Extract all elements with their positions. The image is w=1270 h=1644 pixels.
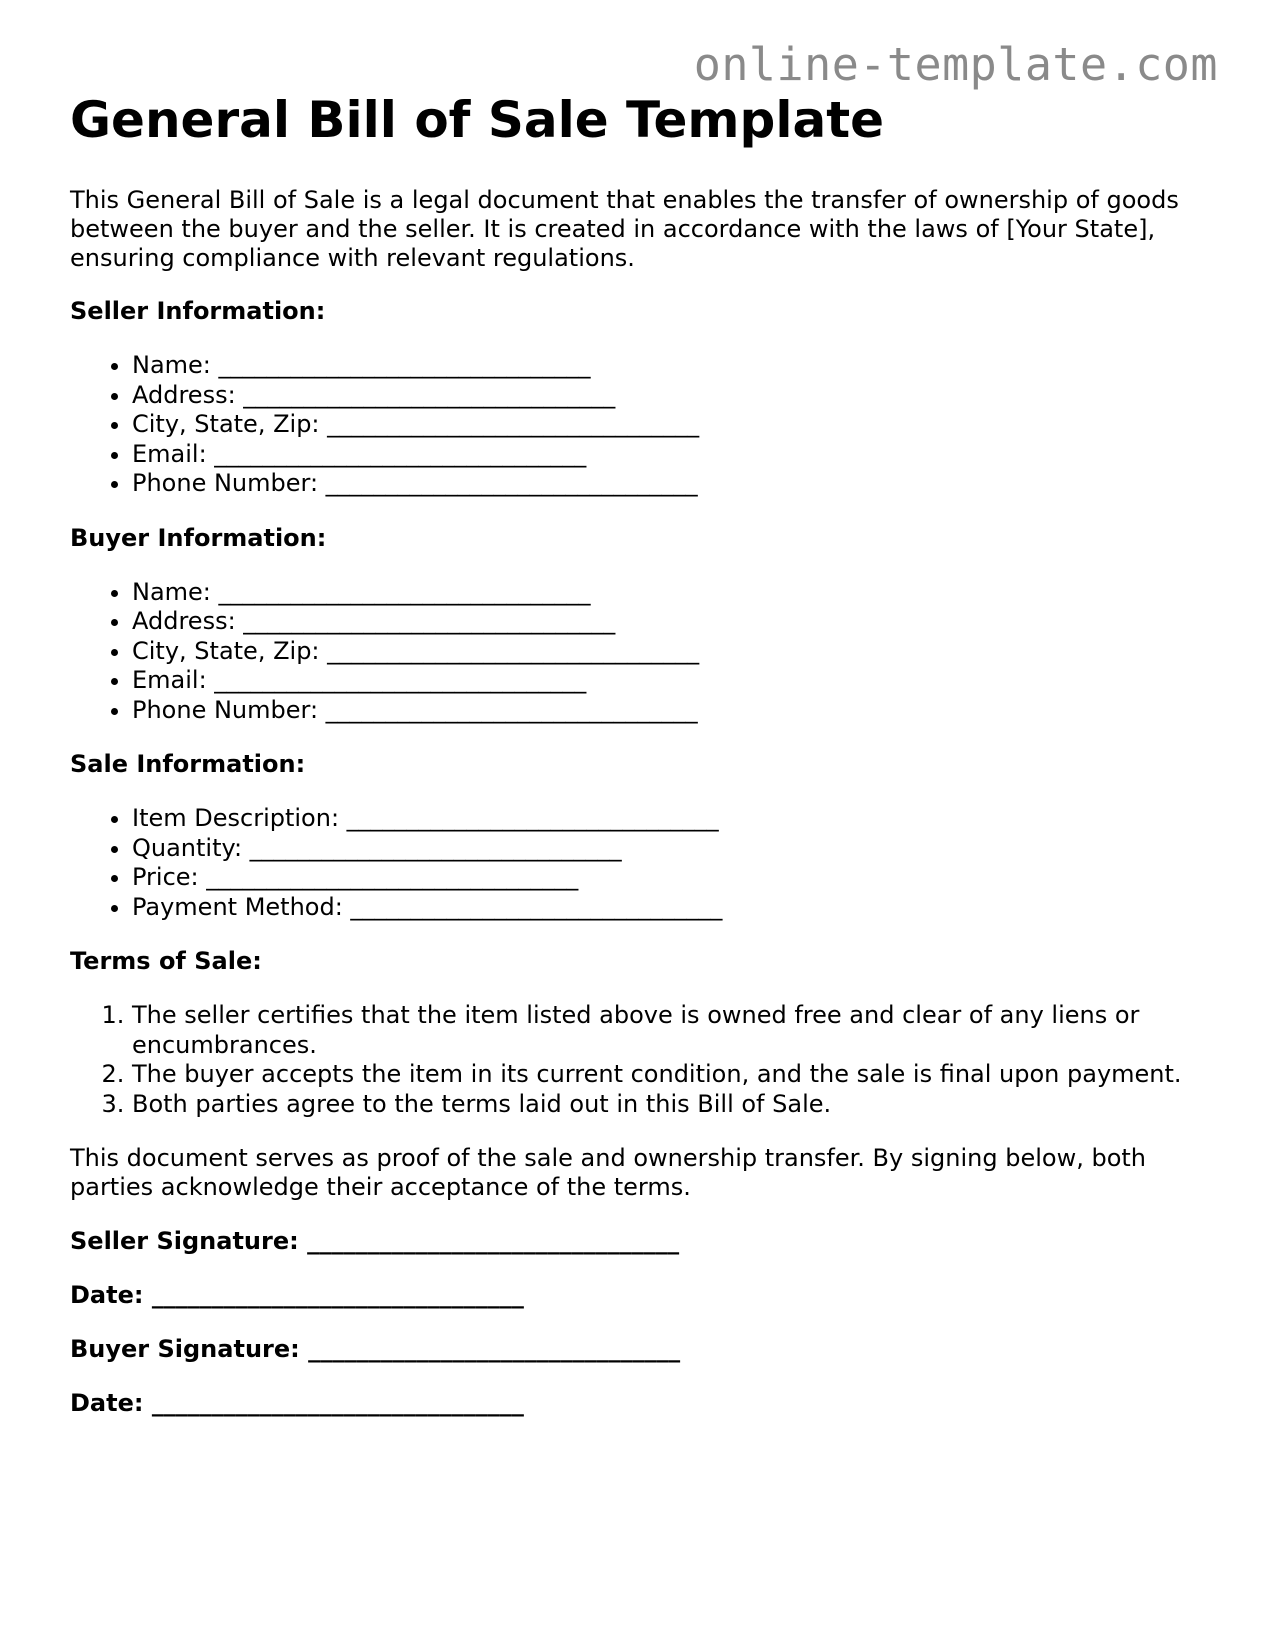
seller-name-field: • Name: _______________________________ (132, 351, 1200, 381)
term-item: 3. Both parties agree to the terms laid out in this Bill of Sale. (132, 1090, 1200, 1120)
terms-list (70, 1001, 1200, 1119)
seller-signature-line: Seller Signature: _______________________________ (70, 1227, 680, 1255)
buyer-city-state-zip-field: • City, State, Zip: _______________________________ (132, 637, 1200, 667)
sale-info-heading: Sale Information: (70, 750, 306, 778)
watermark: online-template.com (693, 38, 1218, 91)
quantity-field: • Quantity: _______________________________ (132, 834, 1200, 864)
document-body (70, 84, 1200, 1443)
sale-info-list (70, 804, 1200, 922)
seller-phone-field: • Phone Number: _______________________________ (132, 469, 1200, 499)
buyer-phone-field: • Phone Number: _______________________________ (132, 696, 1200, 726)
buyer-info-list (70, 578, 1200, 726)
payment-method-field: • Payment Method: _______________________________ (132, 893, 1200, 923)
buyer-email-field: • Email: _______________________________ (132, 666, 1200, 696)
buyer-signature-line: Buyer Signature: _______________________________ (70, 1335, 681, 1363)
terms-heading: Terms of Sale: (70, 947, 262, 975)
seller-address-field: • Address: _______________________________ (132, 381, 1200, 411)
term-item: 2. The buyer accepts the item in its current condition, and the sale is final upon payment. (132, 1060, 1200, 1090)
seller-info-heading: Seller Information: (70, 297, 326, 325)
seller-date-line: Date: _______________________________ (70, 1281, 524, 1309)
seller-email-field: • Email: _______________________________ (132, 440, 1200, 470)
buyer-date-line: Date: _______________________________ (70, 1389, 524, 1417)
buyer-info-heading: Buyer Information: (70, 523, 327, 552)
intro-paragraph: This General Bill of Sale is a legal document that enables the transfer of ownership of goods between the buyer and the seller. It is created in accordance with the laws of [Your State], ensuring compliance with relevant regulations. (70, 186, 1179, 272)
term-item: 1. The seller certifies that the item listed above is owned free and clear of any liens or encumbrances. (132, 1001, 1200, 1060)
price-field: • Price: _______________________________ (132, 863, 1200, 893)
item-description-field: • Item Description: _______________________________ (132, 804, 1200, 834)
document-title: General Bill of Sale Template (70, 91, 885, 149)
closing-paragraph: This document serves as proof of the sale and ownership transfer. By signing below, both parties acknowledge their acceptance of the terms. (70, 1144, 1146, 1201)
buyer-name-field: • Name: _______________________________ (132, 578, 1200, 608)
buyer-address-field: • Address: _______________________________ (132, 607, 1200, 637)
seller-info-list (70, 351, 1200, 499)
seller-city-state-zip-field: • City, State, Zip: _______________________________ (132, 410, 1200, 440)
